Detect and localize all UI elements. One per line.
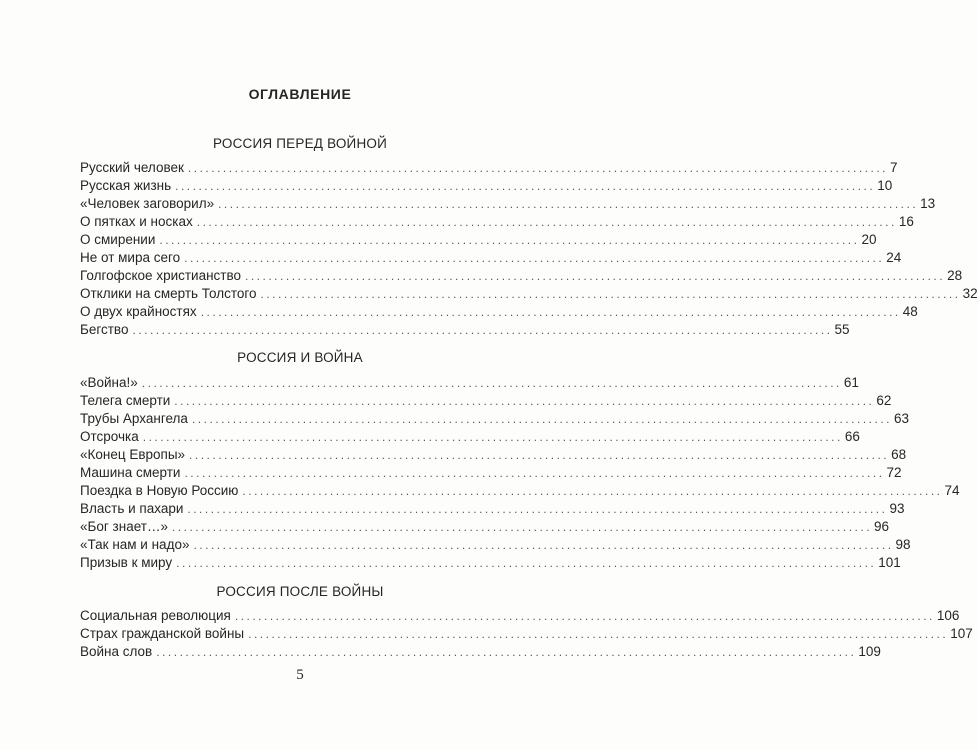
- toc-leader-dots: ........................................................................................................................: [174, 394, 875, 408]
- toc-entry[interactable]: [80, 304, 918, 320]
- toc-entry-label: О пятках и носках: [80, 214, 193, 229]
- toc-entry-label: «Так нам и надо»: [80, 537, 190, 552]
- toc-leader-dots: ........................................................................................................................: [196, 215, 897, 229]
- section-title-after-war: РОССИЯ ПОСЛЕ ВОЙНЫ: [216, 584, 384, 599]
- toc-entry-label: Социальная революция: [80, 608, 231, 623]
- toc-entry-page: 101: [878, 555, 901, 570]
- toc-entry[interactable]: [80, 644, 881, 660]
- toc-leader-dots: ........................................................................................................................: [142, 430, 843, 444]
- toc-entry-page: 98: [895, 537, 911, 552]
- toc-entry-page: 16: [898, 214, 914, 229]
- toc-entry-page: 109: [858, 644, 881, 659]
- toc-leader-dots: ........................................................................................................................: [141, 376, 842, 390]
- section-title-war: РОССИЯ И ВОЙНА: [237, 350, 363, 365]
- toc-entry-label: Не от мира сего: [80, 250, 181, 265]
- toc-entry[interactable]: [80, 286, 978, 302]
- toc-entry[interactable]: [80, 393, 892, 409]
- toc-leader-dots: ........................................................................................................................: [191, 412, 893, 426]
- toc-entry-page: 107: [950, 626, 973, 641]
- toc-entry-page: 61: [843, 375, 859, 390]
- toc-entry[interactable]: [80, 232, 877, 248]
- toc-leader-dots: ........................................................................................................................: [193, 538, 894, 552]
- page-title: ОГЛАВЛЕНИЕ: [248, 86, 352, 102]
- toc-entry-label: Власть и пахари: [80, 501, 184, 516]
- toc-entry-label: «Бог знает…»: [80, 519, 168, 534]
- toc-leader-dots: ........................................................................................................................: [189, 448, 890, 462]
- toc-leader-dots: ........................................................................................................................: [248, 627, 949, 641]
- toc-leader-dots: ........................................................................................................................: [234, 609, 935, 623]
- toc-entry-label: Бегство: [80, 322, 129, 337]
- toc-entry-label: Поездка в Новую Россию: [80, 483, 239, 498]
- toc-leader-dots: ........................................................................................................................: [200, 305, 901, 319]
- toc-leader-dots: ........................................................................................................................: [184, 466, 885, 480]
- toc-leader-dots: ........................................................................................................................: [175, 179, 876, 193]
- toc-entry-label: Война слов: [80, 644, 153, 659]
- toc-entry[interactable]: [80, 411, 910, 427]
- toc-entry-page: 93: [889, 501, 905, 516]
- toc-entry[interactable]: [80, 322, 850, 338]
- toc-entry-label: «Война!»: [80, 375, 138, 390]
- toc-entry-page: 7: [890, 160, 898, 175]
- toc-leader-dots: ........................................................................................................................: [132, 323, 833, 337]
- toc-leader-dots: ........................................................................................................................: [218, 197, 919, 211]
- toc-entry-page: 68: [891, 447, 907, 462]
- toc-entry-page: 66: [844, 429, 860, 444]
- toc-leader-dots: ........................................................................................................................: [245, 269, 946, 283]
- toc-entry-label: Отсрочка: [80, 429, 139, 444]
- toc-entry[interactable]: [80, 160, 898, 176]
- toc-entry-label: Призыв к миру: [80, 555, 173, 570]
- toc-entry-page: 10: [877, 178, 893, 193]
- toc-entry-label: Трубы Архангела: [80, 411, 188, 426]
- toc-entry-label: Страх гражданской войны: [80, 626, 245, 641]
- toc-leader-dots: ........................................................................................................................: [171, 520, 873, 534]
- toc-entry-label: Телега смерти: [80, 393, 171, 408]
- toc-entry[interactable]: [80, 537, 911, 553]
- section-title-before-war: РОССИЯ ПЕРЕД ВОЙНОЙ: [212, 136, 388, 151]
- toc-entry[interactable]: [80, 483, 960, 499]
- toc-entry-page: 28: [947, 268, 963, 283]
- toc-entry-page: 32: [962, 286, 978, 301]
- toc-entry[interactable]: [80, 465, 902, 481]
- toc-entry[interactable]: [80, 555, 901, 571]
- toc-entry[interactable]: [80, 519, 890, 535]
- page-number: 5: [296, 667, 304, 683]
- toc-entry-page: 74: [944, 483, 960, 498]
- toc-leader-dots: ........................................................................................................................: [260, 287, 961, 301]
- toc-entry[interactable]: [80, 214, 914, 230]
- toc-leader-dots: ........................................................................................................................: [176, 556, 877, 570]
- toc-entry-page: 24: [886, 250, 902, 265]
- toc-entry[interactable]: [80, 501, 905, 517]
- toc-entry-label: Отклики на смерть Толстого: [80, 286, 257, 301]
- toc-entry-page: 48: [902, 304, 918, 319]
- toc-entry-page: 72: [886, 465, 902, 480]
- toc-entry-label: Русская жизнь: [80, 178, 172, 193]
- toc-entry-label: «Конец Европы»: [80, 447, 186, 462]
- toc-entry-label: Русский человек: [80, 160, 184, 175]
- toc-entry[interactable]: [80, 626, 973, 642]
- toc-entry[interactable]: [80, 196, 936, 212]
- toc-leader-dots: ........................................................................................................................: [156, 645, 857, 659]
- toc-entry-page: 55: [834, 322, 850, 337]
- toc-leader-dots: ........................................................................................................................: [159, 233, 860, 247]
- toc-entry-page: 106: [936, 608, 960, 623]
- toc-entry[interactable]: [80, 608, 960, 624]
- toc-entry[interactable]: [80, 429, 860, 445]
- toc-leader-dots: ........................................................................................................................: [184, 251, 885, 265]
- toc-entry-label: О смирении: [80, 232, 156, 247]
- toc-entry-label: Голгофское христианство: [80, 268, 242, 283]
- toc-entry-label: Машина смерти: [80, 465, 181, 480]
- toc-leader-dots: ........................................................................................................................: [187, 502, 888, 516]
- toc-entry-page: 96: [874, 519, 890, 534]
- toc-entry-page: 63: [894, 411, 910, 426]
- toc-entry-page: 13: [920, 196, 936, 211]
- toc-entry[interactable]: [80, 178, 893, 194]
- toc-leader-dots: ........................................................................................................................: [242, 484, 943, 498]
- toc-entry[interactable]: [80, 447, 907, 463]
- toc-entry[interactable]: [80, 250, 902, 266]
- toc-entry-label: «Человек заговорил»: [80, 196, 215, 211]
- toc-entry[interactable]: [80, 375, 859, 391]
- toc-entry-page: 62: [876, 393, 892, 408]
- toc-entry-page: 20: [861, 232, 877, 247]
- toc-entry-label: О двух крайностях: [80, 304, 197, 319]
- toc-leader-dots: ........................................................................................................................: [187, 161, 888, 175]
- toc-entry[interactable]: [80, 268, 963, 284]
